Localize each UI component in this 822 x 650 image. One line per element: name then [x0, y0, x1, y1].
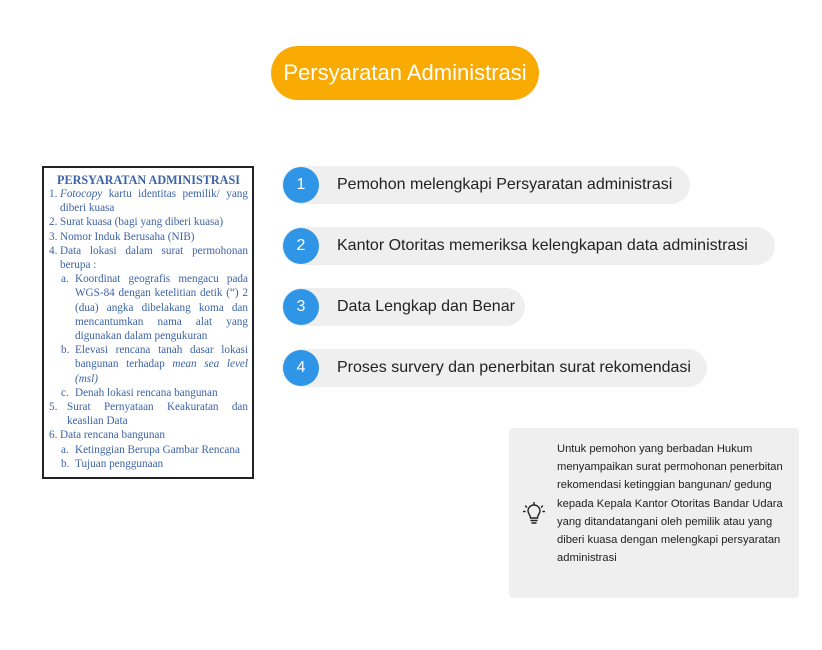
- step-2: [282, 227, 775, 265]
- step-4: [282, 349, 707, 387]
- document-subitem: b. Tujuan penggunaan: [61, 457, 164, 470]
- document-item: 6. Data rencana bangunan: [49, 429, 165, 442]
- document-item: 3. Nomor Induk Berusaha (NIB): [49, 230, 195, 243]
- step-number-badge: 2: [283, 228, 319, 264]
- step-number-badge: 4: [283, 350, 319, 386]
- requirements-document-image: [42, 166, 254, 479]
- step-label: Kantor Otoritas memeriksa kelengkapan data administrasi: [337, 237, 748, 254]
- step-label: Data Lengkap dan Benar: [337, 298, 515, 315]
- step-3: [282, 288, 525, 326]
- document-title: PERSYARATAN ADMINISTRASI: [57, 173, 240, 187]
- step-label: Pemohon melengkapi Persyaratan administrasi: [337, 176, 673, 193]
- document-item: 2. Surat kuasa (bagi yang diberi kuasa): [49, 216, 224, 229]
- step-1: [282, 166, 690, 204]
- step-number-badge: 3: [283, 289, 319, 325]
- document-item: 1. Fotocopy kartu identitas pemilik/ yang diberi kuasa: [49, 188, 248, 215]
- info-note: [509, 428, 799, 598]
- document-subitem: a. Ketinggian Berupa Gambar Rencana: [61, 443, 240, 456]
- lightbulb-icon: [523, 502, 545, 526]
- note-text: Untuk pemohon yang berbadan Hukum menyampaikan surat permohonan penerbitan rekomendasi ketinggian bangunan/ gedung kepada Kepala Kantor Otoritas Bandar Udara yang ditandatangani oleh pemilik atau yang diberi kuasa dengan melengkapi persyaratan administrasi: [557, 443, 783, 565]
- document-subitem: a. Koordinat geografis mengacu pada WGS-84 dengan ketelitian detik (“) 2 (dua) angka dibelakang koma dan mencantumkan nama alat yang digunakan dalam pengukuran: [61, 273, 248, 343]
- page-title: Persyaratan Administrasi: [271, 46, 539, 100]
- step-number-badge: 1: [283, 167, 319, 203]
- document-item: 5. Surat Pernyataan Keakuratan dan keaslian Data: [49, 401, 248, 428]
- step-label: Proses survery dan penerbitan surat rekomendasi: [337, 359, 691, 376]
- document-subitem: c. Denah lokasi rencana bangunan: [61, 386, 218, 399]
- document-item: 4. Data lokasi dalam surat permohonan berupa :: [49, 244, 248, 272]
- document-subitem: b. Elevasi rencana tanah dasar lokasi bangunan terhadap mean sea level (msl): [61, 344, 248, 385]
